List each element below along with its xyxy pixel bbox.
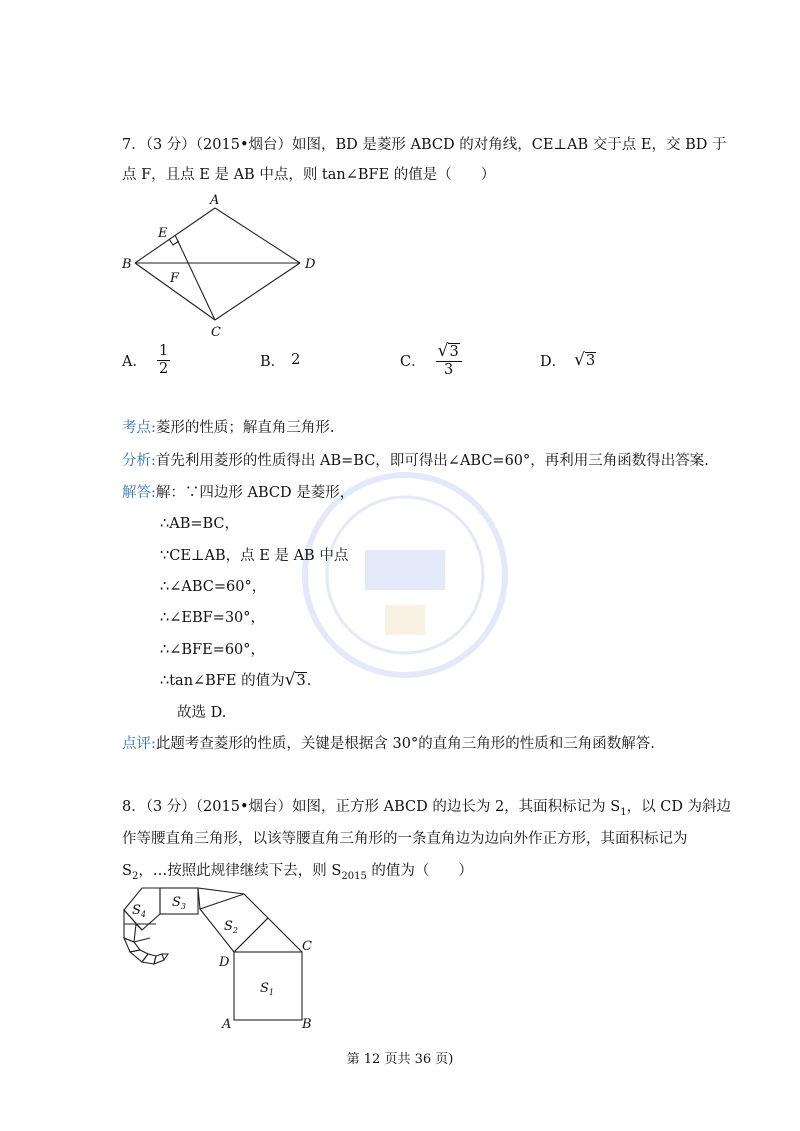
triangle-2 [198, 888, 244, 909]
small-square-4 [130, 950, 148, 962]
square-s2 [200, 894, 268, 952]
segment-ce [175, 235, 215, 320]
conclusion: 故选 D. [177, 705, 227, 721]
q8-line3-sub2: 2015 [341, 870, 367, 882]
option-a-numerator: 1 [158, 342, 169, 359]
fenxi-row [122, 451, 709, 471]
page-footer: 第 12 页共 36 页) [346, 1052, 454, 1067]
label-c8: C [302, 939, 312, 954]
label-a8: A [222, 1017, 232, 1032]
q8-line1-sub: 1 [620, 806, 627, 818]
option-a[interactable] [122, 340, 170, 380]
option-c-numerator: √ 3 [436, 342, 462, 362]
q8-line3-sub: 2 [131, 870, 139, 882]
label-s4: $S_4$ [132, 903, 146, 919]
jieda-text: 解：∵四边形 ABCD 是菱形， [155, 485, 355, 501]
option-a-fraction [157, 343, 170, 378]
option-b[interactable] [260, 340, 300, 380]
option-a-denominator: 2 [158, 360, 169, 377]
label-d: D [305, 257, 316, 272]
kaodian-row [122, 418, 335, 438]
step-6-radical: √ 3 [284, 670, 306, 690]
option-d-radical: √ 3 [574, 349, 596, 370]
q8-stem-line2: 作等腰直角三角形，以该等腰直角三角形的一条直角边为边向外作正方形，其面积标记为 [122, 831, 688, 847]
step-6 [160, 671, 311, 691]
triangle-1 [234, 918, 302, 952]
q7-stem-line2: 点 F，且点 E 是 AB 中点，则 tan∠BFE 的值是（ ） [122, 167, 496, 183]
label-s2: $S_2$ [224, 919, 238, 935]
label-e: E [158, 226, 168, 241]
label-b: B [122, 257, 132, 272]
q8-line3-a: S [122, 863, 132, 879]
q8-line1-b: ，以 CD 为斜边 [626, 799, 732, 815]
kaodian-text: 菱形的性质；解直角三角形. [155, 420, 335, 436]
label-s3: $S_3$ [172, 895, 186, 911]
rhombus-side-dc [215, 263, 300, 320]
label-f: F [170, 271, 180, 286]
label-c: C [211, 325, 221, 340]
step-2: ∵CE⊥AB，点 E 是 AB 中点 [160, 548, 349, 564]
dianping-label: 点评: [122, 736, 156, 752]
option-c-radicand: 3 [449, 343, 459, 360]
q8-line1-a: 8．（3 分）（2015•烟台）如图，正方形 ABCD 的边长为 2，其面积标记为 S [122, 799, 621, 815]
step-6-text: ∴tan∠BFE 的值为 [160, 673, 285, 689]
step-5: ∴∠BFE=60°， [160, 642, 266, 658]
q7-rhombus-figure [118, 190, 328, 340]
option-c[interactable] [400, 340, 462, 380]
dianping-text: 此题考查菱形的性质，关键是根据含 30°的直角三角形的性质和三角函数解答. [155, 736, 655, 752]
q7-stem-line1: 7．（3 分）（2015•烟台）如图，BD 是菱形 ABCD 的对角线，CE⊥AB 交于点 E，交 BD 于 [122, 137, 727, 153]
step-6-suffix: . [306, 673, 312, 689]
kaodian-label: 考点: [122, 420, 156, 436]
option-a-label: A． [122, 353, 147, 370]
step-3: ∴∠ABC=60°， [160, 579, 267, 595]
option-c-denominator: 3 [444, 361, 454, 378]
step-6-radicand: 3 [296, 673, 306, 689]
q8-stem-line1 [122, 797, 731, 823]
option-c-label: C． [400, 353, 426, 370]
q8-squares-figure [112, 880, 322, 1035]
label-a: A [210, 193, 220, 208]
option-c-fraction [436, 342, 462, 379]
fenxi-text: 首先利用菱形的性质得出 AB=BC，即可得出∠ABC=60°，再利用三角函数得出答案. [155, 453, 709, 469]
fenxi-label: 分析: [122, 453, 156, 469]
label-s1: $S_1$ [260, 981, 274, 997]
option-d-radicand: 3 [585, 352, 596, 369]
small-square-3 [124, 938, 140, 952]
label-b8: B [302, 1017, 312, 1032]
label-d8: D [219, 955, 230, 970]
jieda-label: 解答: [122, 485, 156, 501]
dianping-row [122, 734, 655, 754]
q8-line3-c: 的值为（ ） [366, 863, 473, 879]
rhombus-side-ad [215, 208, 300, 263]
option-d[interactable] [540, 340, 596, 380]
option-b-label: B． [260, 353, 286, 370]
option-d-label: D． [540, 353, 567, 370]
step-1: ∴AB=BC， [160, 516, 240, 532]
jieda-row [122, 483, 354, 503]
q8-line3-b: ，…按照此规律继续下去，则 S [138, 863, 342, 879]
step-4: ∴∠EBF=30°， [160, 610, 266, 626]
option-b-value: 2 [291, 352, 301, 368]
